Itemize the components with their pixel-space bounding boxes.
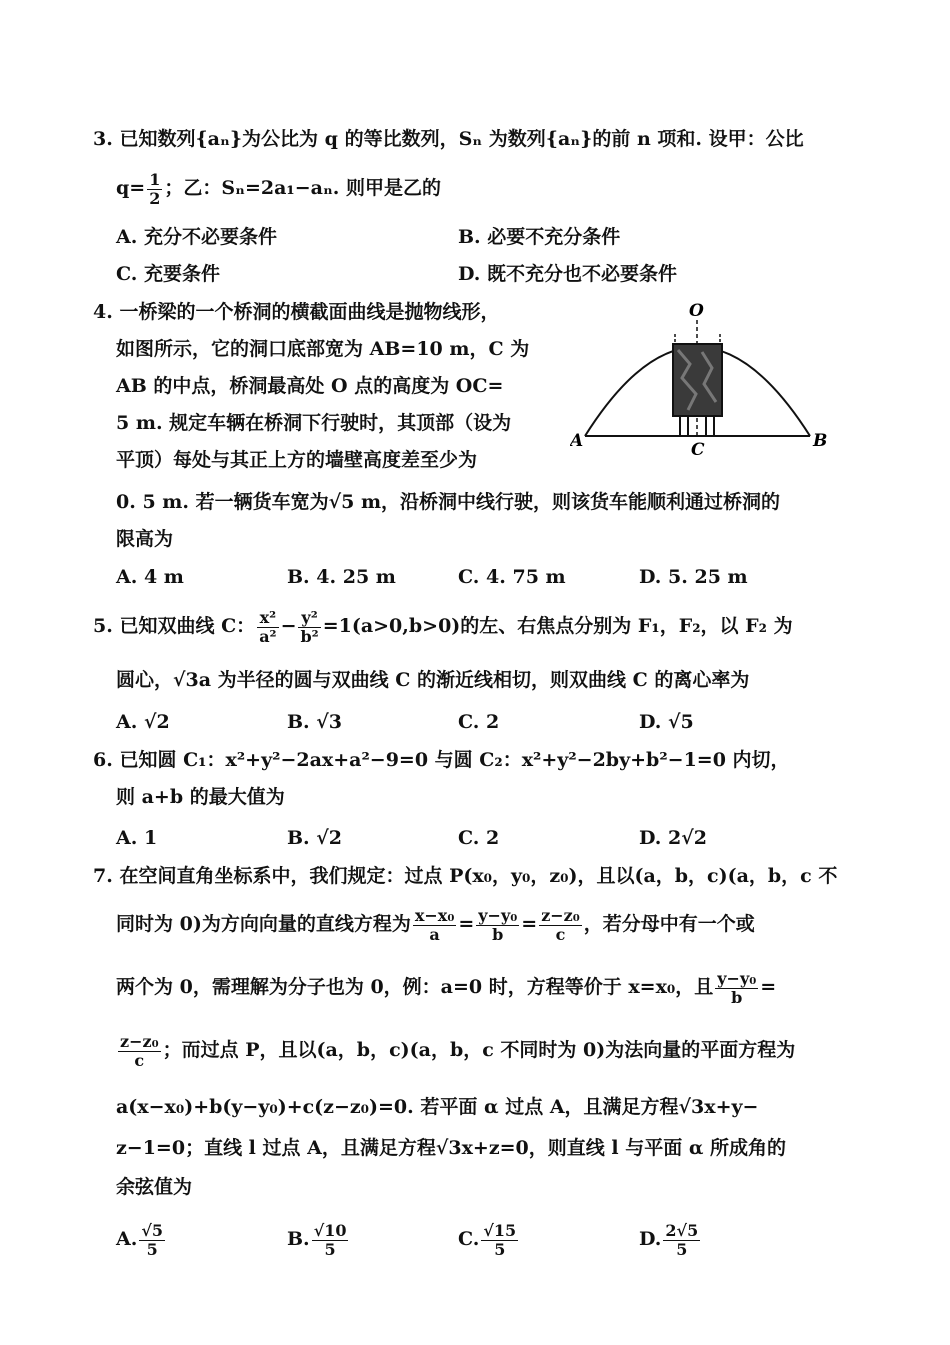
q5-frac2-den: b² — [300, 626, 319, 646]
q4-line5: 平顶）每处与其正上方的墙壁高度差至少为 — [116, 449, 478, 471]
q5-frac1-num: x² — [257, 609, 278, 628]
q7-line4-post: ；而过点 P，且以(a，b，c)(a，b，c 不同时为 0)为法向量的平面方程为 — [162, 1039, 796, 1061]
q4-option-a: A. 4 m — [116, 566, 184, 588]
q7-line7: 余弦值为 — [116, 1176, 193, 1198]
q3-frac-den: 2 — [149, 188, 161, 208]
label-o: O — [689, 301, 704, 321]
q7-frac-z2-den: c — [134, 1050, 145, 1070]
q6-option-b: B. √2 — [287, 827, 342, 849]
q3-line2 — [116, 168, 441, 208]
q7-option-d-label: D. — [639, 1228, 662, 1250]
q7-option-c — [458, 1217, 520, 1261]
q5-frac2-num: y² — [298, 609, 320, 628]
q7-eq2: = — [521, 913, 538, 935]
q7-option-c-num: √15 — [483, 1220, 517, 1240]
q7-eq1: = — [458, 913, 475, 935]
q4-option-c: C. 4. 75 m — [458, 566, 566, 588]
q7-option-a — [116, 1217, 167, 1261]
q7-frac-x-den: a — [429, 924, 440, 944]
q4-line7: 限高为 — [116, 528, 174, 550]
q5-option-a: A. √2 — [116, 711, 170, 733]
q7-frac-x — [413, 907, 457, 944]
q7-option-c-label: C. — [458, 1228, 480, 1250]
q5-line1-post: =1(a>0,b>0)的左、右焦点分别为 F₁，F₂，以 F₂ 为 — [322, 615, 793, 637]
q4-line1: 4. 一桥梁的一个桥洞的横截面曲线是抛物线形， — [93, 301, 500, 323]
q7-line1: 7. 在空间直角坐标系中，我们规定：过点 P(x₀，y₀，z₀)，且以(a，b，c)(a，b，c 不 — [93, 865, 838, 887]
q4-line3: AB 的中点，桥洞最高处 O 点的高度为 OC= — [116, 375, 504, 397]
q7-frac-y — [476, 907, 519, 944]
q7-frac-y-num: y−y₀ — [478, 905, 518, 925]
q7-option-c-den: 5 — [494, 1239, 506, 1259]
q6-option-a: A. 1 — [116, 827, 158, 849]
label-a: A — [570, 431, 584, 451]
q5-option-b: B. √3 — [287, 711, 342, 733]
truck-wheel-left — [680, 416, 688, 436]
q7-line4 — [116, 1030, 795, 1070]
q7-line2-post: ，若分母中有一个或 — [583, 913, 755, 935]
q7-frac-y2-num: y−y₀ — [717, 968, 757, 988]
q7-option-a-frac — [139, 1222, 165, 1259]
q6-option-d: D. 2√2 — [639, 827, 707, 849]
truck-wheel-right — [706, 416, 714, 436]
q7-line3-pre: 两个为 0，需理解为分子也为 0，例：a=0 时，方程等价于 x=x₀，且 — [116, 976, 714, 998]
q7-frac-z-num: z−z₀ — [541, 905, 580, 925]
q5-option-d: D. √5 — [639, 711, 694, 733]
q7-option-b — [287, 1217, 350, 1261]
q7-option-d-num: 2√5 — [665, 1220, 699, 1240]
q7-line2-pre: 同时为 0)为方向向量的直线方程为 — [116, 913, 411, 935]
q4-option-b: B. 4. 25 m — [287, 566, 396, 588]
q5-frac1-den: a² — [259, 626, 277, 646]
q7-line2 — [116, 904, 755, 944]
q7-line3 — [116, 967, 776, 1007]
q7-frac-y-den: b — [492, 924, 504, 944]
q6-option-c: C. 2 — [458, 827, 500, 849]
q7-frac-y2-den: b — [731, 987, 743, 1007]
q7-option-d — [639, 1217, 702, 1261]
q3-option-c: C. 充要条件 — [116, 263, 221, 285]
q7-option-d-frac — [663, 1222, 700, 1259]
q6-line2: 则 a+b 的最大值为 — [116, 786, 285, 808]
q7-line5: a(x−x₀)+b(y−y₀)+c(z−z₀)=0. 若平面 α 过点 A，且满足方程√3x+y− — [116, 1096, 759, 1118]
q7-frac-x-num: x−x₀ — [414, 905, 455, 925]
q5-minus: − — [280, 615, 297, 637]
bridge-parabola-figure — [570, 298, 832, 458]
q7-line3-post: = — [760, 976, 777, 998]
q7-option-a-label: A. — [116, 1228, 138, 1250]
q7-option-b-num: √10 — [313, 1220, 347, 1240]
q7-frac-z — [539, 907, 582, 944]
q4-line4: 5 m. 规定车辆在桥洞下行驶时，其顶部（设为 — [116, 412, 512, 434]
q7-option-a-den: 5 — [146, 1239, 158, 1259]
q4-option-d: D. 5. 25 m — [639, 566, 748, 588]
q3-frac-num: 1 — [149, 169, 161, 189]
q7-frac-z2-num: z−z₀ — [120, 1031, 159, 1051]
q3-option-a: A. 充分不必要条件 — [116, 226, 277, 248]
q4-line6: 0. 5 m. 若一辆货车宽为√5 m，沿桥洞中线行驶，则该货车能顺利通过桥洞的 — [116, 491, 781, 513]
q7-option-b-frac — [312, 1222, 349, 1259]
q7-line6: z−1=0；直线 l 过点 A，且满足方程√3x+z=0，则直线 l 与平面 α 所成角的 — [116, 1137, 787, 1159]
q7-option-c-frac — [481, 1222, 518, 1259]
q5-line2: 圆心，√3a 为半径的圆与双曲线 C 的渐近线相切，则双曲线 C 的离心率为 — [116, 669, 750, 691]
q3-option-d: D. 既不充分也不必要条件 — [458, 263, 678, 285]
q7-frac-y2 — [715, 970, 758, 1007]
q7-option-a-num: √5 — [141, 1220, 164, 1240]
q5-frac2 — [298, 609, 320, 646]
q5-line1 — [93, 606, 793, 646]
q7-option-b-den: 5 — [324, 1239, 336, 1259]
q5-option-c: C. 2 — [458, 711, 500, 733]
label-b: B — [813, 431, 828, 451]
label-c: C — [691, 440, 705, 458]
q5-frac1 — [257, 609, 278, 646]
q7-option-d-den: 5 — [676, 1239, 688, 1259]
q3-line2-rest: ；乙：Sₙ=2a₁−aₙ. 则甲是乙的 — [164, 177, 442, 199]
q5-line1-pre: 5. 已知双曲线 C： — [93, 615, 256, 637]
q7-frac-z2 — [118, 1033, 161, 1070]
q3-q-eq: q= — [116, 177, 146, 199]
q4-line2: 如图所示，它的洞口底部宽为 AB=10 m，C 为 — [116, 338, 530, 360]
q7-option-b-label: B. — [287, 1228, 310, 1250]
q3-option-b: B. 必要不充分条件 — [458, 226, 621, 248]
q3-fraction — [147, 171, 162, 208]
q7-frac-z-den: c — [555, 924, 566, 944]
q6-line1: 6. 已知圆 C₁：x²+y²−2ax+a²−9=0 与圆 C₂：x²+y²−2by+b²−1=0 内切， — [93, 749, 790, 771]
q3-line1: 3. 已知数列{aₙ}为公比为 q 的等比数列，Sₙ 为数列{aₙ}的前 n 项和. 设甲：公比 — [93, 128, 804, 150]
